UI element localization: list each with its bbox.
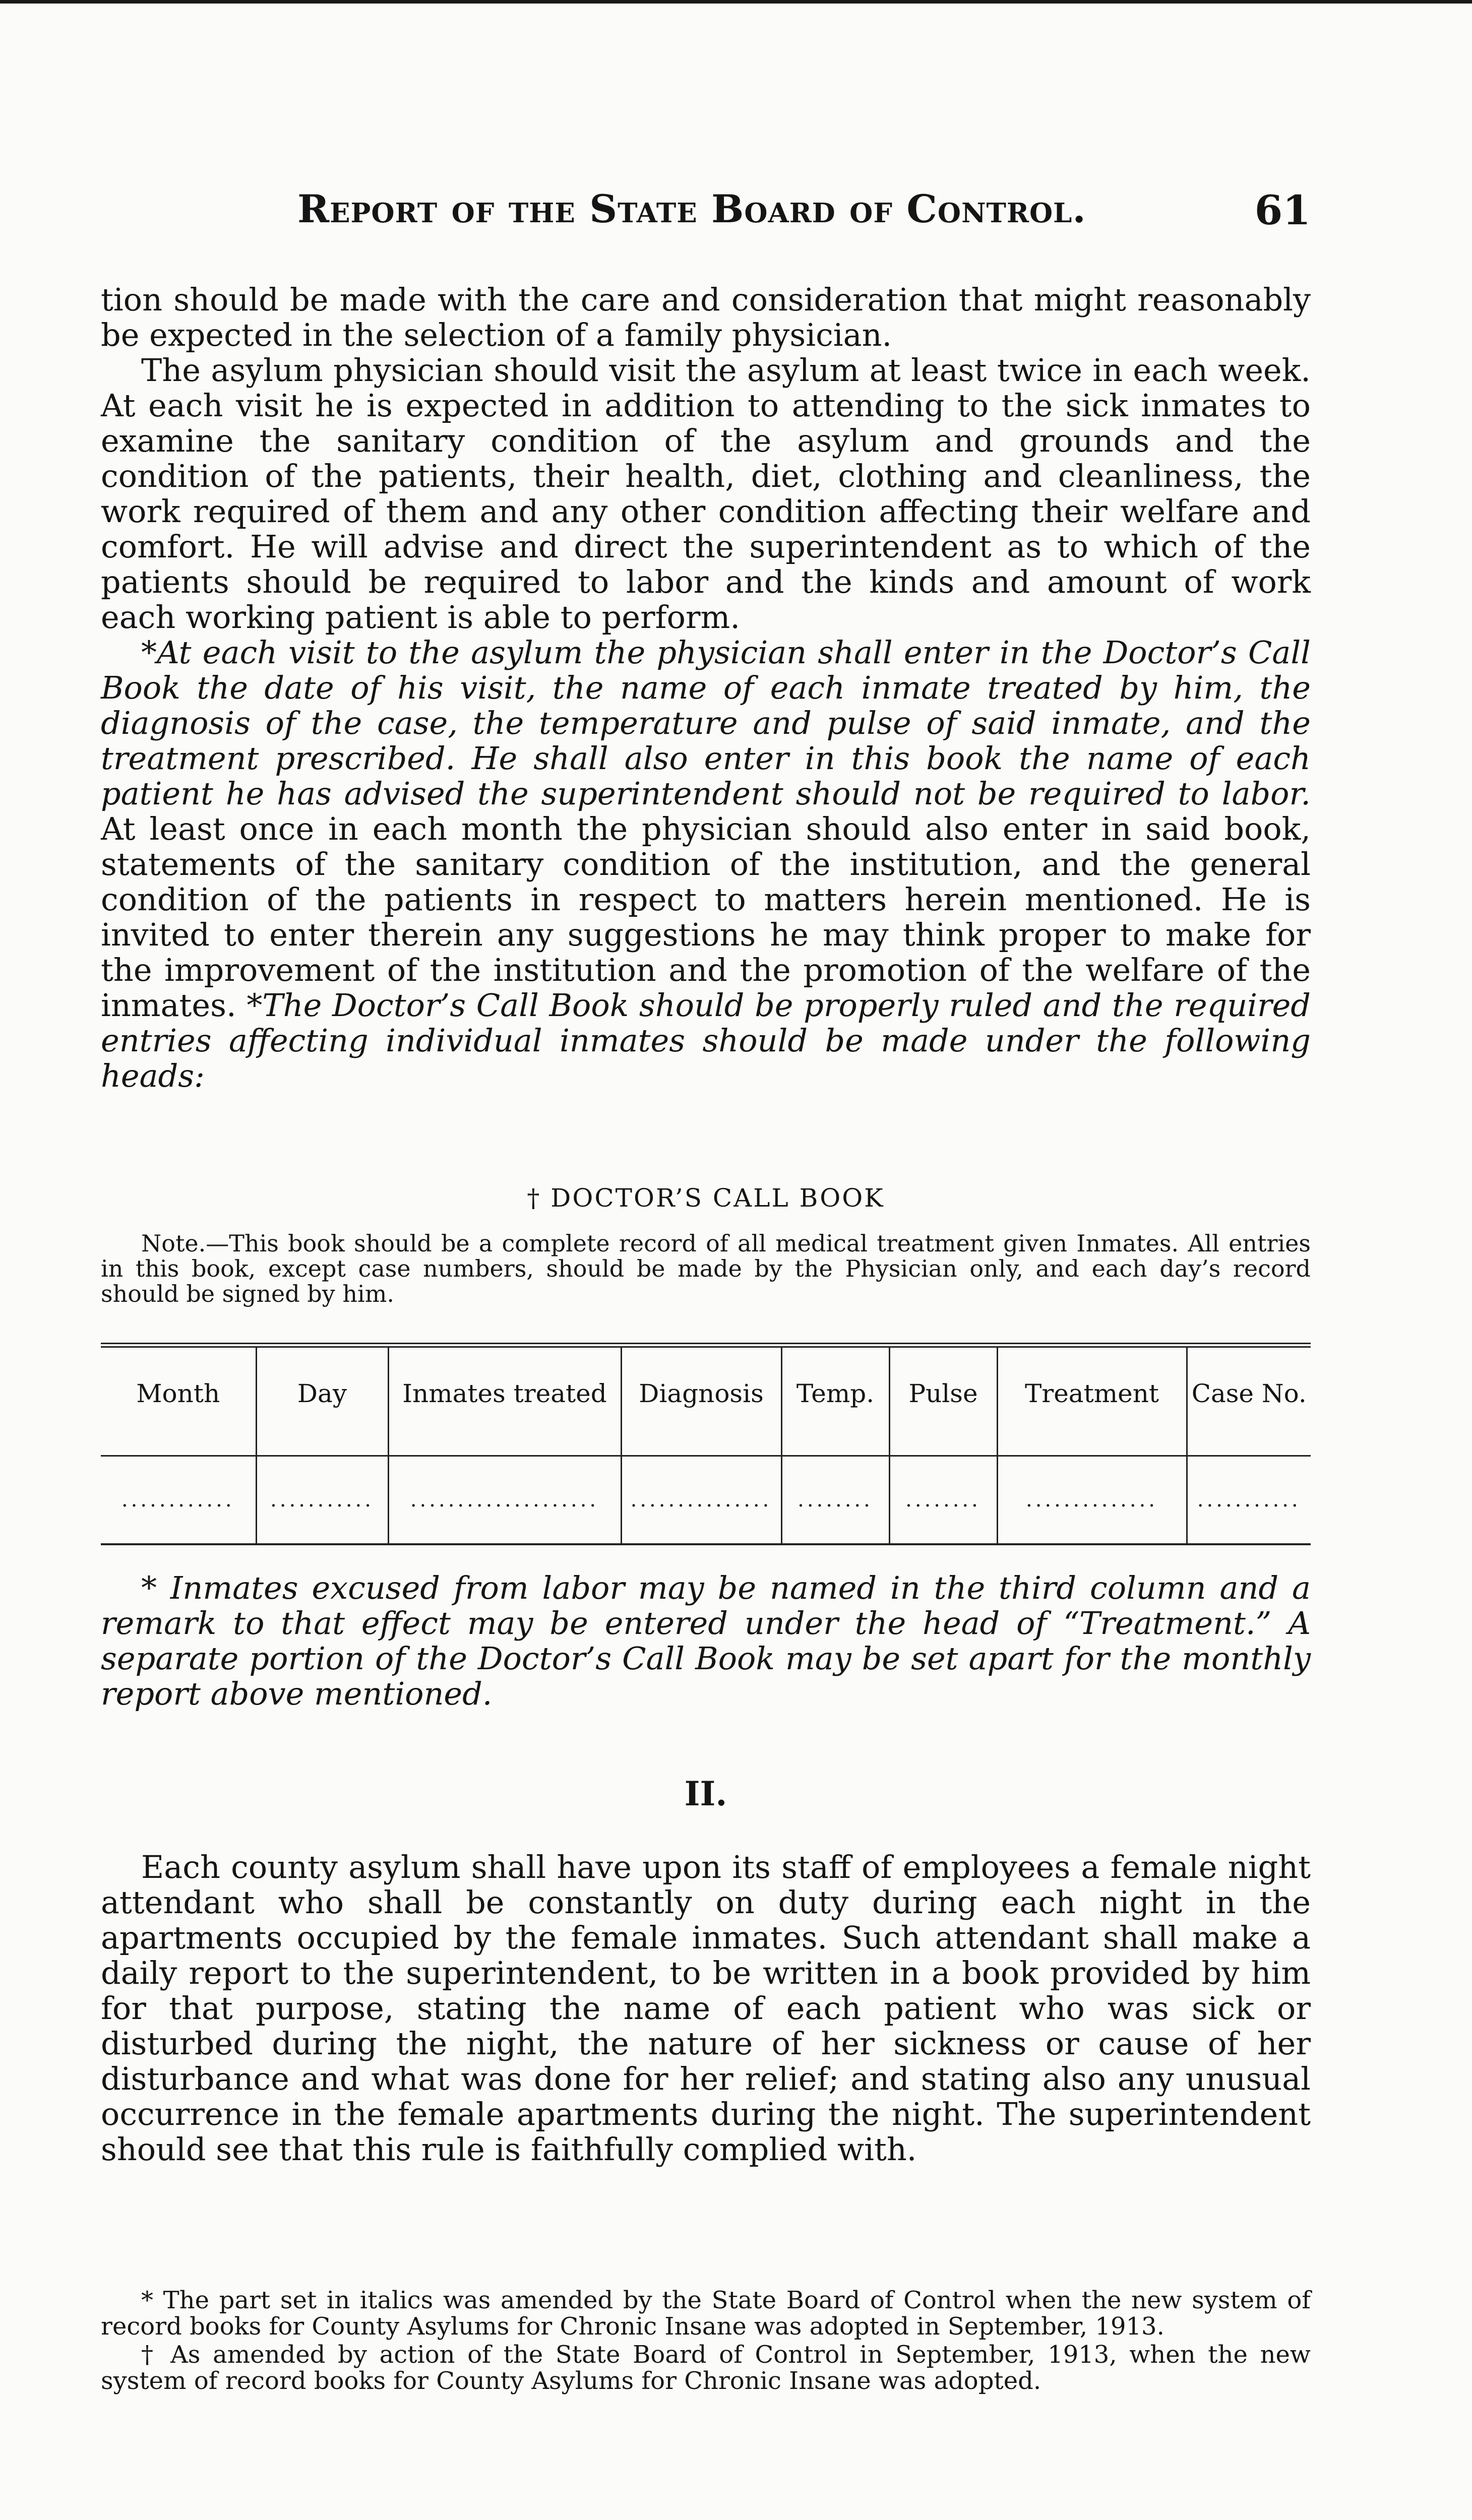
table-cell: ........... bbox=[1187, 1456, 1311, 1545]
footnote-star: * The part set in italics was amended by the State Board of Control when the new system of record books for County Asylums for Chronic Insane was adopted in September, 1913. bbox=[101, 2286, 1311, 2341]
paragraph-physician-visits: The asylum physician should visit the asylum at least twice in each week. At each visit he is expected in addition to attending to the sick inmates to examine the sanitary condition of the asylum and grounds and the condition of the patients, their health, diet, clothing and cleanliness, the work required of them and any other condition affecting their welfare and comfort. He will advise and direct the superintendent as to which of the patients should be required to labor and the kinds and amount of work each working patient is able to perform. bbox=[101, 352, 1311, 636]
table-cell: ............... bbox=[621, 1456, 781, 1545]
running-title: Report of the State Board of Control. bbox=[297, 186, 1086, 231]
paragraph-night-attendant: Each county asylum shall have upon its staff of employees a female night attendant who shall be constantly on duty during each night in the apartments occupied by the female inmates. Such attendant shall make a daily report to the superintendent, to be written in a book provided by him for that purpose, stating the name of each patient who was sick or disturbed during the night, the nature of her sickness or cause of her disturbance and what was done for her relief; and stating also any unusual occurrence in the female apartments during the night. The superintendent should see that this rule is faithfully complied with. bbox=[101, 1849, 1311, 2168]
table-cell: ............ bbox=[101, 1456, 256, 1545]
table-cell: .................... bbox=[388, 1456, 621, 1545]
section-ii-text bbox=[101, 1850, 1311, 2167]
column-header: Month bbox=[136, 1379, 220, 1408]
footnote-dagger: † As amended by action of the State Board of Control in September, 1913, when the new system of record books for County Asylums for Chronic Insane was adopted. bbox=[101, 2341, 1311, 2395]
table-cell: ........ bbox=[889, 1456, 997, 1545]
table-footnote-text: * Inmates excused from labor may be named in the third column and a remark to that effect may be entered under the head of “Treatment.” A separate portion of the Doctor’s Call Book may be set apart for the monthly report above mentioned. bbox=[101, 1569, 1311, 1712]
table-cell: ........ bbox=[781, 1456, 889, 1545]
table-cell: ........... bbox=[256, 1456, 388, 1545]
column-header: Diagnosis bbox=[621, 1345, 781, 1456]
page-number: 61 bbox=[1254, 186, 1311, 234]
call-book-note: Note.—This book should be a complete record of all medical treatment given Inmates. All entries in this book, except case numbers, should be made by the Physician only, and each day’s record should be signed by him. bbox=[101, 1230, 1311, 1307]
column-header: Temp. bbox=[781, 1345, 889, 1456]
intro-text bbox=[101, 282, 1311, 1094]
italic-amended-text-a: *At each visit to the asylum the physician shall enter in the Doctor’s Call Book the date of his visit, the name of each inmate treated by him, the diagnosis of the case, the temperature and pulse of said inmate, and the treatment prescribed. He shall also enter in this book the name of each patient he has advised the superintendent should not be required to labor. bbox=[101, 634, 1311, 812]
table-header-row bbox=[101, 1345, 1311, 1456]
column-header: Day bbox=[256, 1345, 388, 1456]
paragraph-continuation: tion should be made with the care and consideration that might reasonably be expected in the selection of a family physician. bbox=[101, 281, 1311, 353]
column-header: Case No. bbox=[1187, 1345, 1311, 1456]
italic-amended-text-b: *The Doctor’s Call Book should be properly ruled and the required entries affecting individual inmates should be made under the following heads: bbox=[101, 987, 1311, 1094]
section-numeral: II. bbox=[684, 1774, 727, 1813]
page-header bbox=[101, 186, 1311, 247]
footnotes bbox=[101, 2287, 1311, 2396]
table-cell: .............. bbox=[997, 1456, 1187, 1545]
call-book-title: † DOCTOR’S CALL BOOK bbox=[527, 1183, 885, 1213]
table-row bbox=[101, 1456, 1311, 1545]
paragraph-call-book bbox=[101, 635, 1311, 1094]
table-footnote bbox=[101, 1570, 1311, 1712]
doctors-call-book-table bbox=[101, 1343, 1311, 1545]
column-header: Pulse bbox=[889, 1345, 997, 1456]
page-top-rule bbox=[0, 0, 1472, 4]
column-header: Inmates treated bbox=[388, 1345, 621, 1456]
roman-text: At least once in each month the physician should also enter in said book, statements of the sanitary condition of the institution, and the general condition of the patients in respect to matters herein mentioned. He is invited to enter therein any suggestions he may think proper to make for the improvement of the institution and the promotion of the welfare of the inmates. bbox=[101, 810, 1311, 1024]
column-header: Treatment bbox=[997, 1345, 1187, 1456]
